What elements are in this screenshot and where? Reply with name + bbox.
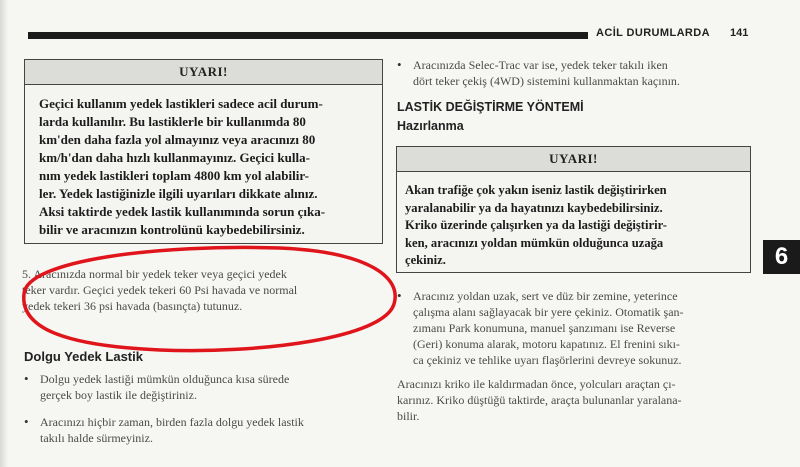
page-number: 141 xyxy=(730,27,749,39)
bullet-line: zımanı Park konumuna, manuel şanzımanı ise Reverse xyxy=(413,321,676,335)
dolgu-heading: Dolgu Yedek Lastik xyxy=(24,349,143,364)
right-warning-text xyxy=(397,172,750,270)
section-title: ACİL DURUMLARDA xyxy=(596,27,710,39)
selec-trac-bullet xyxy=(397,57,769,89)
circled-paragraph-line: yedek tekeri 36 psi havada (basınçta) tutunuz. xyxy=(22,299,243,313)
dolgu-bullet-1 xyxy=(24,371,394,403)
bullet-line: gerçek boy lastik ile değiştiriniz. xyxy=(40,388,197,402)
right-warning-title: UYARI! xyxy=(397,147,750,172)
circled-paragraph xyxy=(22,266,384,314)
circled-paragraph-line: teker vardır. Geçici yedek tekeri 60 Psi havada ve normal xyxy=(22,283,298,297)
bullet-line: (Geri) konuma alarak, motoru kapatınız. El frenini sıkı- xyxy=(413,337,680,351)
right-warning-line: yaralanabilir ya da hayatınızı kaybedebilirsiniz. xyxy=(405,200,663,215)
paragraph-line: karınız. Kriko düştüğü taktirde, araçta bulunanlar yaralana- xyxy=(397,393,682,407)
bullet-line: takılı halde sürmeyiniz. xyxy=(40,431,153,445)
bullet-line: ca çekiniz ve tehlike uyarı flaşörlerini devreye sokunuz. xyxy=(413,353,682,367)
page-gutter-shadow xyxy=(0,0,8,467)
left-warning-text xyxy=(25,85,382,239)
left-warning-line: nım yedek lastikleri toplam 4800 km yol alabilir- xyxy=(39,168,309,183)
chapter-tab: 6 xyxy=(763,240,800,274)
right-warning-box xyxy=(396,146,751,273)
paragraph-line: Aracınızı kriko ile kaldırmadan önce, yolcuları araçtan çı- xyxy=(397,377,676,391)
park-vehicle-bullet xyxy=(397,288,771,368)
tire-change-heading: LASTİK DEĞİŞTİRME YÖNTEMİ xyxy=(397,100,584,114)
right-warning-line: Akan trafiğe çok yakın iseniz lastik değiştirirken xyxy=(405,183,667,197)
preparation-subheading: Hazırlanma xyxy=(397,119,464,133)
dolgu-bullet-2 xyxy=(24,414,394,446)
left-warning-line: km'den daha fazla yol almayınız veya aracınızı 80 xyxy=(39,132,316,147)
left-warning-line: Aksi taktirde yedek lastik kullanımında sorun çıka- xyxy=(39,204,326,219)
bullet-line: • Aracınızda Selec-Trac var ise, yedek teker takılı iken xyxy=(413,58,668,72)
bullet-line: çalışma alanı sağlayacak bir yere çekiniz. Otomatik şan- xyxy=(413,305,684,319)
left-warning-title: UYARI! xyxy=(25,60,382,85)
left-warning-line: larda kullanılır. Bu lastiklerle bir kullanımda 80 xyxy=(39,114,306,129)
left-warning-line: bilir ve aracınızın kontrolünü kaybedebilirsiniz. xyxy=(39,222,305,237)
left-warning-line: Geçici kullanım yedek lastikleri sadece acil durum- xyxy=(39,96,323,111)
right-warning-line: çekiniz. xyxy=(405,253,446,267)
bullet-line: • Aracınız yoldan uzak, sert ve düz bir zemine, yeterince xyxy=(413,289,678,303)
jack-passenger-paragraph xyxy=(397,376,757,424)
paragraph-line: bilir. xyxy=(397,409,420,423)
left-warning-line: km/h'dan daha hızlı kullanmayınız. Geçici kulla- xyxy=(39,150,310,165)
bullet-line: • Aracınızı hiçbir zaman, birden fazla dolgu yedek lastik xyxy=(40,415,304,429)
right-warning-line: ken, aracınızı yoldan mümkün olduğunca uzağa xyxy=(405,235,664,250)
header-rule xyxy=(28,32,588,39)
left-warning-box xyxy=(24,59,383,244)
circled-paragraph-line: 5. Aracınızda normal bir yedek teker veya geçici yedek xyxy=(22,267,287,281)
right-warning-line: Kriko üzerinde çalışırken ya da lastiği değiştirir- xyxy=(405,218,667,232)
bullet-line: dört teker çekiş (4WD) sistemini kullanmaktan kaçının. xyxy=(413,74,680,88)
left-warning-line: ler. Yedek lastiğinizle ilgili uyarıları dikkate alınız. xyxy=(39,186,318,201)
bullet-line: • Dolgu yedek lastiği mümkün olduğunca kısa sürede xyxy=(40,372,290,386)
